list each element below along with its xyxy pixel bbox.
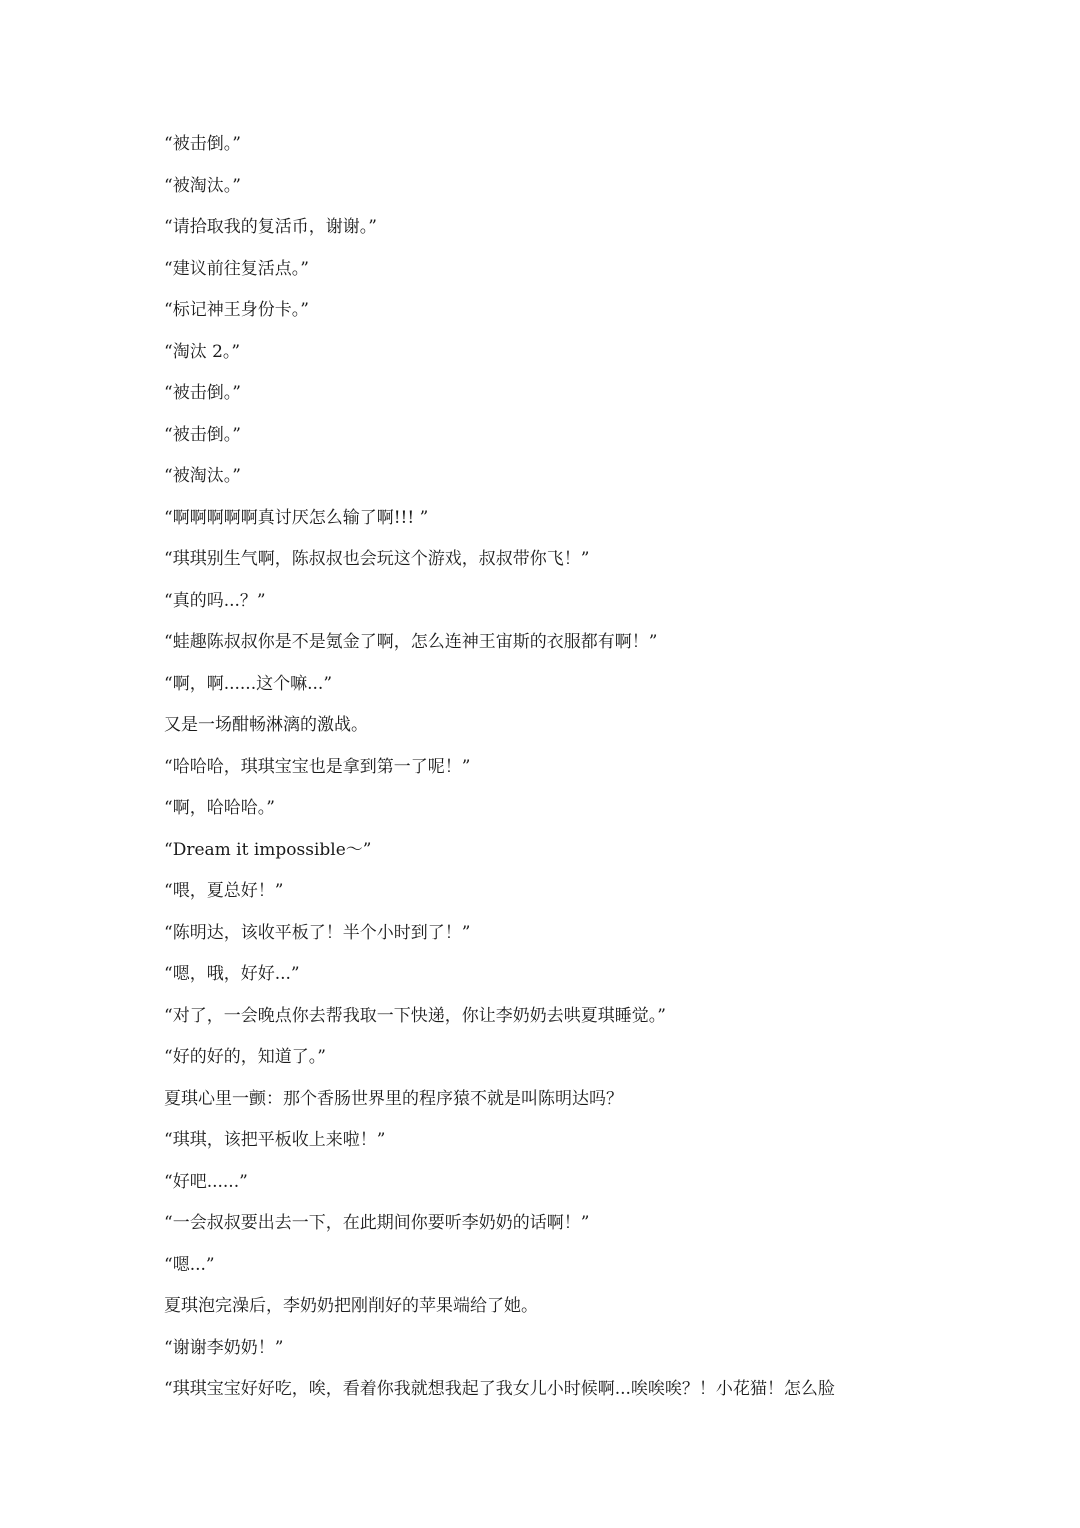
text-line: “被淘汰。” <box>164 466 241 486</box>
text-line: “真的吗...？” <box>164 590 266 611</box>
text-line: “啊，啊......这个嘛...” <box>164 673 333 694</box>
text-line: 夏琪泡完澡后，李奶奶把刚削好的苹果端给了她。 <box>164 1296 538 1316</box>
text-line: “被淘汰。” <box>164 175 241 196</box>
text-line: “啊，哈哈哈。” <box>164 798 275 818</box>
text-line: 又是一场酣畅淋漓的激战。 <box>164 715 368 735</box>
text-line: “陈明达，该收平板了！半个小时到了！” <box>164 922 471 943</box>
text-line: “喂，夏总好！” <box>164 881 284 901</box>
text-line: “请拾取我的复活币，谢谢。” <box>164 217 377 237</box>
text-line: “好的好的，知道了。” <box>164 1047 326 1067</box>
text-line: “琪琪宝宝好好吃，唉，看着你我就想我起了我女儿小时候啊...唉唉唉？！小花猫！怎么脸 <box>164 1379 835 1399</box>
text-line: “建议前往复活点。” <box>164 258 309 279</box>
text-line: “嗯，哦，好好...” <box>164 964 300 984</box>
text-line: “Dream it impossible～” <box>164 839 372 860</box>
text-line: “一会叔叔要出去一下，在此期间你要听李奶奶的话啊！” <box>164 1213 590 1233</box>
text-line: “被击倒。” <box>164 424 241 445</box>
text-line: “啊啊啊啊啊真讨厌怎么输了啊!!! ” <box>164 507 429 528</box>
text-line: “蛙趣陈叔叔你是不是氪金了啊，怎么连神王宙斯的衣服都有啊！” <box>164 632 658 652</box>
text-line: “对了，一会晚点你去帮我取一下快递，你让李奶奶去哄夏琪睡觉。” <box>164 1005 666 1026</box>
text-line: “谢谢李奶奶！” <box>164 1337 284 1358</box>
document-body <box>164 128 924 1415</box>
text-line: “嗯...” <box>164 1254 215 1275</box>
text-line: 夏琪心里一颤：那个香肠世界里的程序猿不就是叫陈明达吗？ <box>164 1088 623 1109</box>
text-line: “哈哈哈，琪琪宝宝也是拿到第一了呢！” <box>164 756 471 777</box>
text-line: “被击倒。” <box>164 383 241 403</box>
text-line: “琪琪别生气啊，陈叔叔也会玩这个游戏，叔叔带你飞！” <box>164 549 590 569</box>
text-line: “标记神王身份卡。” <box>164 300 309 320</box>
text-line: “好吧......” <box>164 1171 248 1192</box>
text-line: “淘汰 2。” <box>164 341 241 362</box>
text-line: “被击倒。” <box>164 134 241 154</box>
text-line: “琪琪，该把平板收上来啦！” <box>164 1130 386 1150</box>
